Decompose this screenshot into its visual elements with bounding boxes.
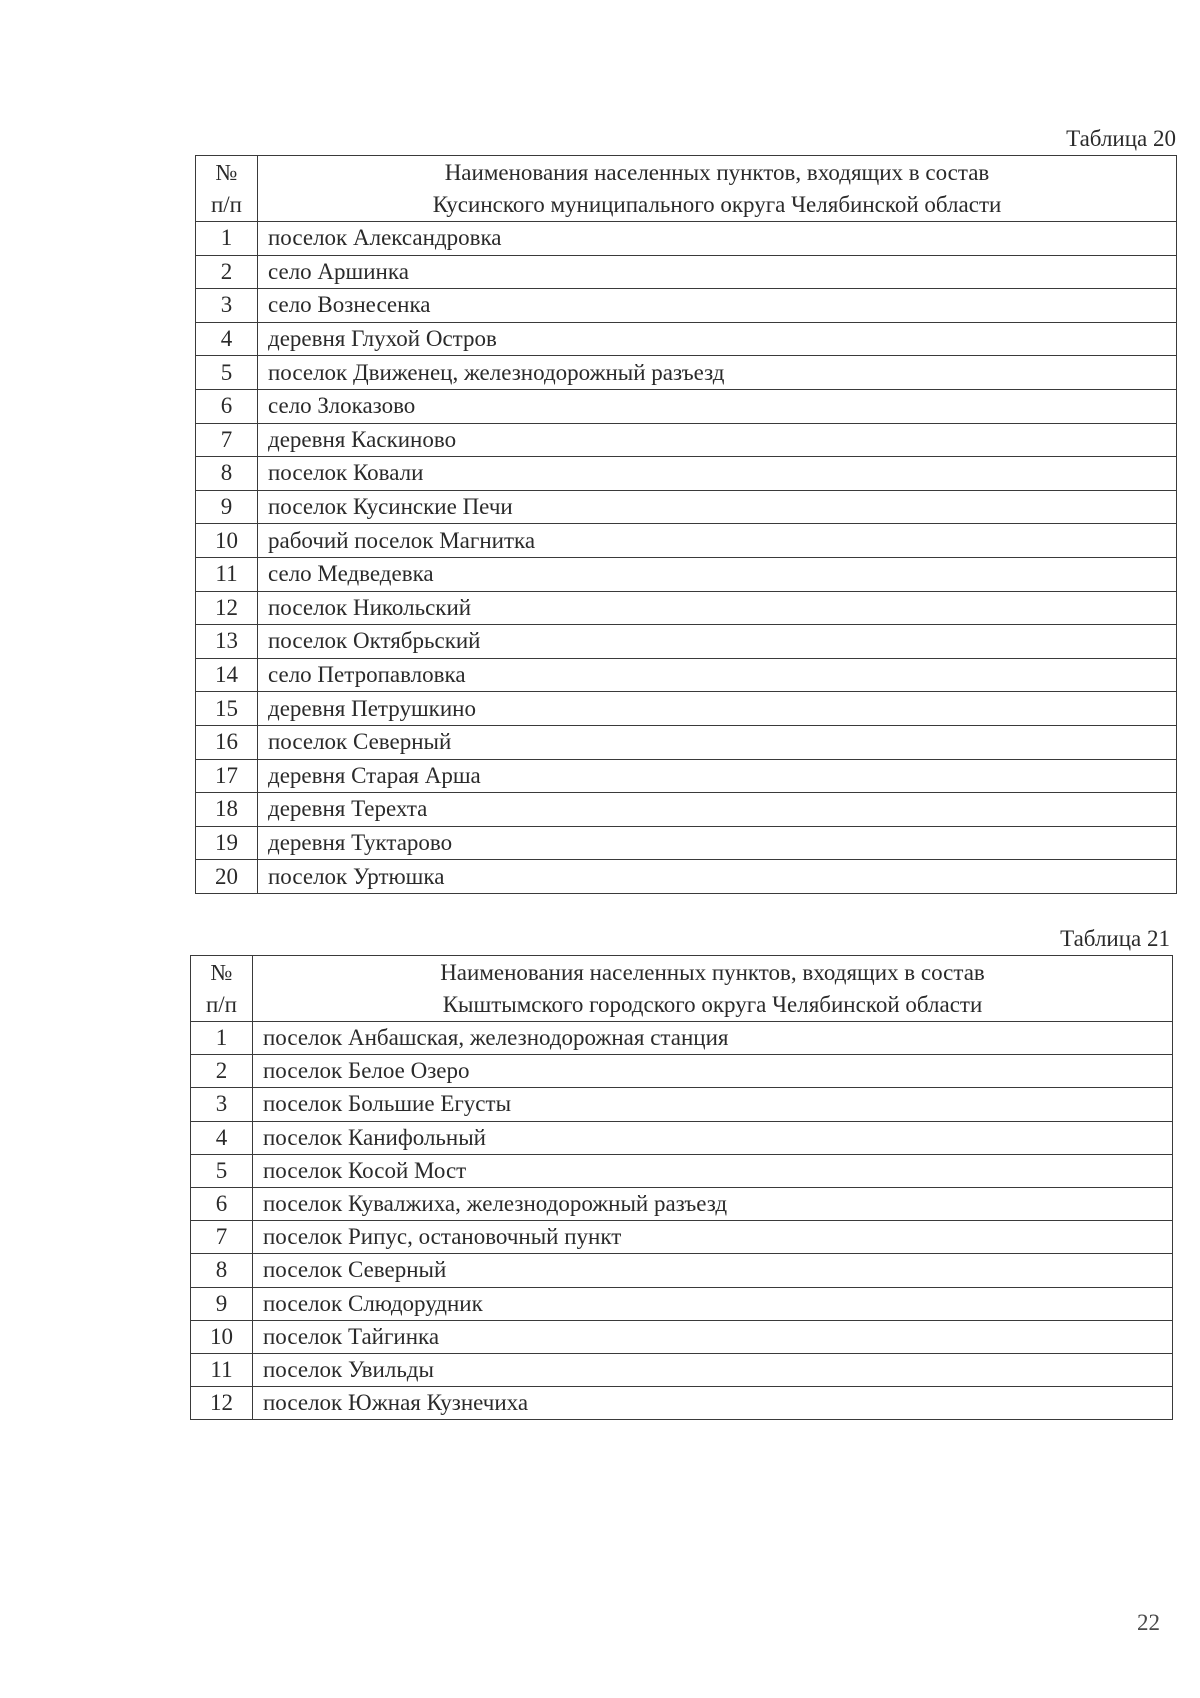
table-row: [191, 1287, 1173, 1320]
table-row: [196, 457, 1177, 491]
row-number-cell: 10: [191, 1320, 253, 1353]
table-row: [196, 860, 1177, 894]
column-header-number: [191, 956, 253, 1022]
row-number-cell: 9: [191, 1287, 253, 1320]
table-row: [196, 423, 1177, 457]
settlement-name-cell: рабочий поселок Магнитка: [258, 524, 1177, 558]
row-number-cell: 7: [196, 423, 258, 457]
table-caption: Таблица 21: [1060, 926, 1170, 951]
settlement-name-cell: село Аршинка: [258, 255, 1177, 289]
header-name-line-2: Кусинского муниципального округа Челябинской области: [432, 191, 1002, 217]
row-number-cell: 8: [196, 457, 258, 491]
table-body: [191, 1022, 1173, 1420]
row-number-cell: 9: [196, 490, 258, 524]
table-row: [196, 289, 1177, 323]
header-name-line-1: Наименования населенных пунктов, входящих в состав: [444, 159, 990, 185]
table-row: [196, 389, 1177, 423]
settlement-name-cell: поселок Увильды: [253, 1353, 1173, 1386]
table-header-row: [191, 956, 1173, 1022]
table-row: [196, 557, 1177, 591]
row-number-cell: 11: [196, 557, 258, 591]
table-row: [196, 793, 1177, 827]
table-header-row: [196, 156, 1177, 222]
table-row: [196, 322, 1177, 356]
settlement-name-cell: деревня Туктарово: [258, 826, 1177, 860]
table-row: [191, 1121, 1173, 1154]
table-row: [191, 1387, 1173, 1420]
row-number-cell: 18: [196, 793, 258, 827]
table-row: [196, 490, 1177, 524]
settlement-name-cell: поселок Косой Мост: [253, 1154, 1173, 1187]
row-number-cell: 8: [191, 1254, 253, 1287]
row-number-cell: 12: [196, 591, 258, 625]
settlement-name-cell: деревня Глухой Остров: [258, 322, 1177, 356]
row-number-cell: 2: [191, 1055, 253, 1088]
row-number-cell: 14: [196, 658, 258, 692]
table-row: [191, 1221, 1173, 1254]
table-row: [196, 692, 1177, 726]
settlement-name-cell: деревня Петрушкино: [258, 692, 1177, 726]
table-caption: Таблица 20: [1066, 126, 1176, 151]
settlements-table-20: [195, 155, 1177, 894]
settlement-name-cell: поселок Северный: [258, 725, 1177, 759]
settlement-name-cell: село Злоказово: [258, 389, 1177, 423]
row-number-cell: 16: [196, 725, 258, 759]
header-number-sign: №: [210, 959, 233, 985]
settlement-name-cell: поселок Уртюшка: [258, 860, 1177, 894]
table-row: [196, 725, 1177, 759]
settlement-name-cell: село Петропавловка: [258, 658, 1177, 692]
settlement-name-cell: село Медведевка: [258, 557, 1177, 591]
table-row: [196, 356, 1177, 390]
row-number-cell: 19: [196, 826, 258, 860]
table-row: [196, 524, 1177, 558]
table-row: [191, 1088, 1173, 1121]
settlement-name-cell: поселок Рипус, остановочный пункт: [253, 1221, 1173, 1254]
header-name-line-1: Наименования населенных пунктов, входящих в состав: [440, 959, 985, 985]
settlements-table-21: [190, 955, 1173, 1420]
header-number-sign: №: [215, 159, 238, 185]
settlement-name-cell: поселок Никольский: [258, 591, 1177, 625]
header-number-abbr: п/п: [210, 191, 242, 217]
table-row: [196, 625, 1177, 659]
settlement-name-cell: деревня Терехта: [258, 793, 1177, 827]
table-row: [191, 1187, 1173, 1220]
table-row: [191, 1055, 1173, 1088]
table-row: [191, 1154, 1173, 1187]
settlement-name-cell: поселок Большие Егусты: [253, 1088, 1173, 1121]
settlement-name-cell: поселок Движенец, железнодорожный разъезд: [258, 356, 1177, 390]
settlement-name-cell: поселок Слюдорудник: [253, 1287, 1173, 1320]
row-number-cell: 2: [196, 255, 258, 289]
row-number-cell: 13: [196, 625, 258, 659]
table-row: [196, 826, 1177, 860]
page-number: 22: [1137, 1610, 1160, 1635]
row-number-cell: 15: [196, 692, 258, 726]
header-number-abbr: п/п: [205, 991, 237, 1017]
row-number-cell: 17: [196, 759, 258, 793]
row-number-cell: 1: [191, 1022, 253, 1055]
table-row: [196, 759, 1177, 793]
settlement-name-cell: поселок Северный: [253, 1254, 1173, 1287]
row-number-cell: 6: [196, 389, 258, 423]
settlement-name-cell: поселок Александровка: [258, 222, 1177, 256]
settlement-name-cell: поселок Октябрьский: [258, 625, 1177, 659]
column-header-name: [258, 156, 1177, 222]
table-row: [191, 1353, 1173, 1386]
row-number-cell: 5: [191, 1154, 253, 1187]
row-number-cell: 11: [191, 1353, 253, 1386]
settlement-name-cell: поселок Кувалжиха, железнодорожный разъезд: [253, 1187, 1173, 1220]
table-row: [191, 1254, 1173, 1287]
table-row: [191, 1320, 1173, 1353]
settlement-name-cell: деревня Старая Арша: [258, 759, 1177, 793]
settlement-name-cell: поселок Анбашская, железнодорожная станция: [253, 1022, 1173, 1055]
table-row: [196, 255, 1177, 289]
row-number-cell: 7: [191, 1221, 253, 1254]
settlement-name-cell: поселок Белое Озеро: [253, 1055, 1173, 1088]
row-number-cell: 10: [196, 524, 258, 558]
row-number-cell: 6: [191, 1187, 253, 1220]
settlement-name-cell: поселок Канифольный: [253, 1121, 1173, 1154]
header-name-line-2: Кыштымского городского округа Челябинской области: [442, 991, 983, 1017]
settlement-name-cell: поселок Южная Кузнечиха: [253, 1387, 1173, 1420]
row-number-cell: 20: [196, 860, 258, 894]
table-row: [196, 591, 1177, 625]
table-row: [196, 658, 1177, 692]
settlement-name-cell: поселок Тайгинка: [253, 1320, 1173, 1353]
column-header-number: [196, 156, 258, 222]
table-body: [196, 222, 1177, 894]
settlement-name-cell: поселок Кусинские Печи: [258, 490, 1177, 524]
column-header-name: [253, 956, 1173, 1022]
settlement-name-cell: деревня Каскиново: [258, 423, 1177, 457]
row-number-cell: 3: [191, 1088, 253, 1121]
table-row: [196, 222, 1177, 256]
settlement-name-cell: поселок Ковали: [258, 457, 1177, 491]
row-number-cell: 5: [196, 356, 258, 390]
table-row: [191, 1022, 1173, 1055]
row-number-cell: 12: [191, 1387, 253, 1420]
row-number-cell: 4: [191, 1121, 253, 1154]
row-number-cell: 3: [196, 289, 258, 323]
row-number-cell: 1: [196, 222, 258, 256]
settlement-name-cell: село Вознесенка: [258, 289, 1177, 323]
row-number-cell: 4: [196, 322, 258, 356]
